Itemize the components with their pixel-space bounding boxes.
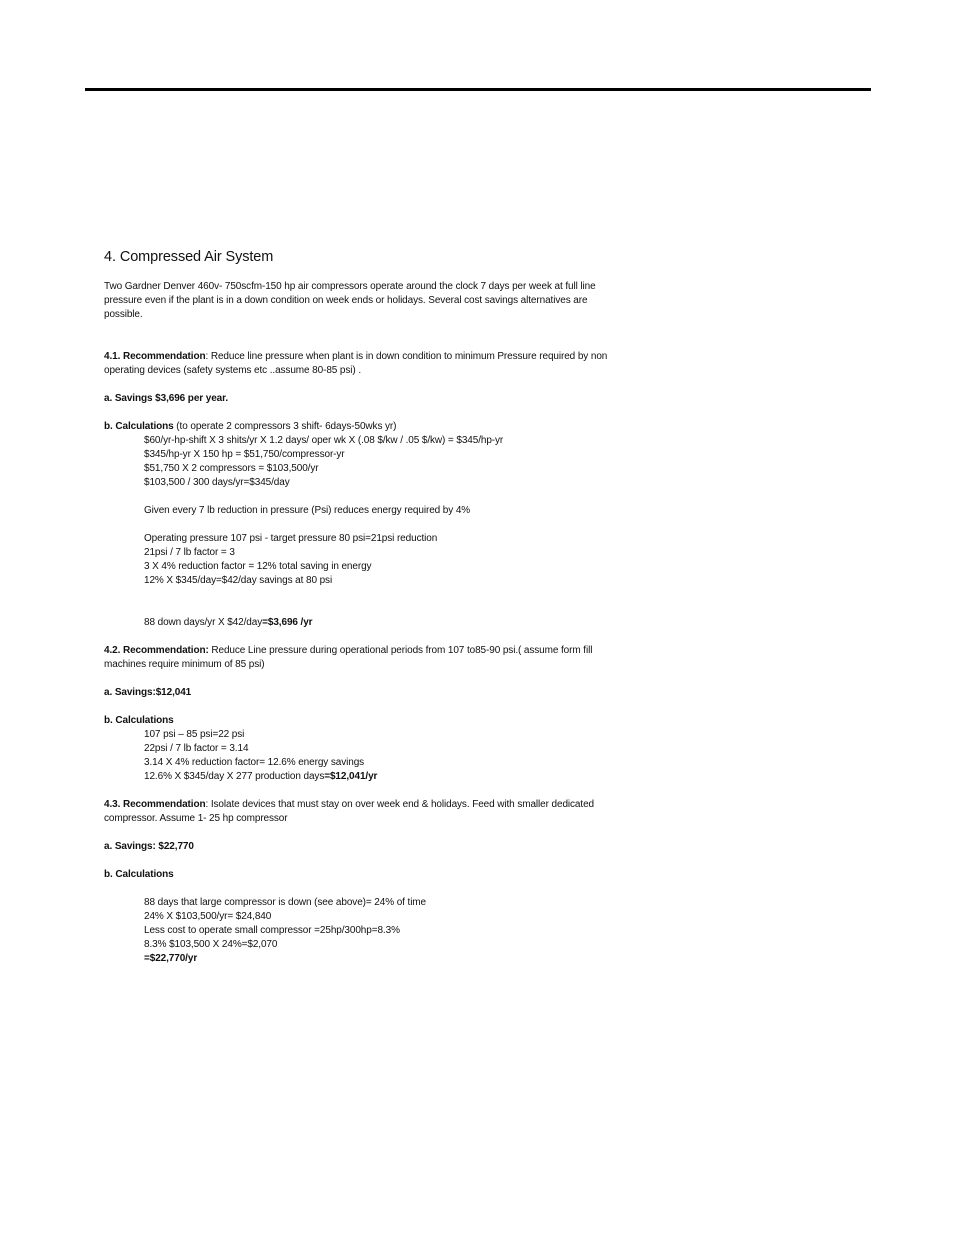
recommendation-4-1: [104, 350, 624, 630]
recommendation-line-1: [104, 350, 624, 364]
recommendation-line-2: compressor. Assume 1- 25 hp compressor: [104, 813, 288, 824]
recommendation-4-3: [104, 798, 624, 966]
recommendation-text: : Reduce line pressure when plant is in down condition to minimum Pressure required by non: [205, 351, 608, 362]
recommendation-text: Reduce Line pressure during operational periods from 107 to85-90 psi.( assume form fill: [208, 645, 593, 656]
recommendation-label: 4.3. Recommendation: [104, 799, 206, 810]
calculations-label: b. Calculations: [104, 869, 174, 880]
intro-line-3: possible.: [104, 309, 143, 320]
calculation-line: 3.14 X 4% reduction factor= 12.6% energy savings: [144, 757, 365, 768]
calculation-line: $103,500 / 300 days/yr=$345/day: [144, 477, 290, 488]
recommendation-text: : Isolate devices that must stay on over week end & holidays. Feed with smaller dedicated: [205, 799, 594, 810]
calculation-block-1: [144, 434, 624, 630]
intro-line-2: pressure even if the plant is in a down condition on week ends or holidays. Several cost savings alternatives are: [104, 295, 588, 306]
calculations-note: (to operate 2 compressors 3 shift- 6days-50wks yr): [173, 421, 397, 432]
recommendation-4-2: [104, 644, 624, 784]
recommendation-line-2: machines require minimum of 85 psi): [104, 659, 265, 670]
calculation-line: 8.3% $103,500 X 24%=$2,070: [144, 939, 278, 950]
calculation-line: $345/hp-yr X 150 hp = $51,750/compressor-yr: [144, 449, 345, 460]
calculation-line: Operating pressure 107 psi - target pressure 80 psi=21psi reduction: [144, 533, 438, 544]
calculation-result-line: [144, 770, 624, 784]
calculation-line: $60/yr-hp-shift X 3 shits/yr X 1.2 days/ oper wk X (.08 $/kw / .05 $/kw) = $345/hp-yr: [144, 435, 504, 446]
calculation-line: $51,750 X 2 compressors = $103,500/yr: [144, 463, 319, 474]
recommendation-label: 4.1. Recommendation: [104, 351, 206, 362]
calculation-line: 24% X $103,500/yr= $24,840: [144, 911, 272, 922]
calculations-label: b. Calculations: [104, 421, 174, 432]
calculation-block-3: [144, 896, 624, 966]
result-value: =$12,041/yr: [324, 771, 378, 782]
calculation-line: 3 X 4% reduction factor = 12% total saving in energy: [144, 561, 372, 572]
recommendation-line-1: [104, 798, 624, 812]
calculations-label: b. Calculations: [104, 715, 174, 726]
recommendation-label: 4.2. Recommendation:: [104, 645, 209, 656]
result-expression: 88 down days/yr X $42/day: [144, 617, 263, 628]
savings-line: a. Savings:$12,041: [104, 687, 192, 698]
recommendation-line-2: operating devices (safety systems etc ..assume 80-85 psi) .: [104, 365, 361, 376]
result-expression: 12.6% X $345/day X 277 production days: [144, 771, 325, 782]
savings-line: a. Savings: $22,770: [104, 841, 194, 852]
recommendation-line-1: [104, 644, 624, 658]
intro-paragraph: [104, 280, 624, 322]
calculations-heading: [104, 420, 624, 434]
calculation-line: 22psi / 7 lb factor = 3.14: [144, 743, 249, 754]
document-body: [104, 248, 624, 966]
calculation-block-2: [144, 728, 624, 784]
header-rule: [85, 88, 871, 91]
calculation-line: 107 psi – 85 psi=22 psi: [144, 729, 245, 740]
calculation-line: 12% X $345/day=$42/day savings at 80 psi: [144, 575, 333, 586]
intro-line-1: Two Gardner Denver 460v- 750scfm-150 hp air compressors operate around the clock 7 days per week at full line: [104, 281, 596, 292]
calculation-line: 21psi / 7 lb factor = 3: [144, 547, 235, 558]
calculation-line: Less cost to operate small compressor =25hp/300hp=8.3%: [144, 925, 400, 936]
result-value: =$22,770/yr: [144, 953, 198, 964]
section-title: 4. Compressed Air System: [104, 249, 274, 265]
calculation-line: 88 days that large compressor is down (see above)= 24% of time: [144, 897, 427, 908]
calculation-result-line: [144, 616, 624, 630]
result-value: =$3,696 /yr: [262, 617, 313, 628]
given-line: Given every 7 lb reduction in pressure (Psi) reduces energy required by 4%: [144, 505, 471, 516]
savings-line: a. Savings $3,696 per year.: [104, 393, 229, 404]
